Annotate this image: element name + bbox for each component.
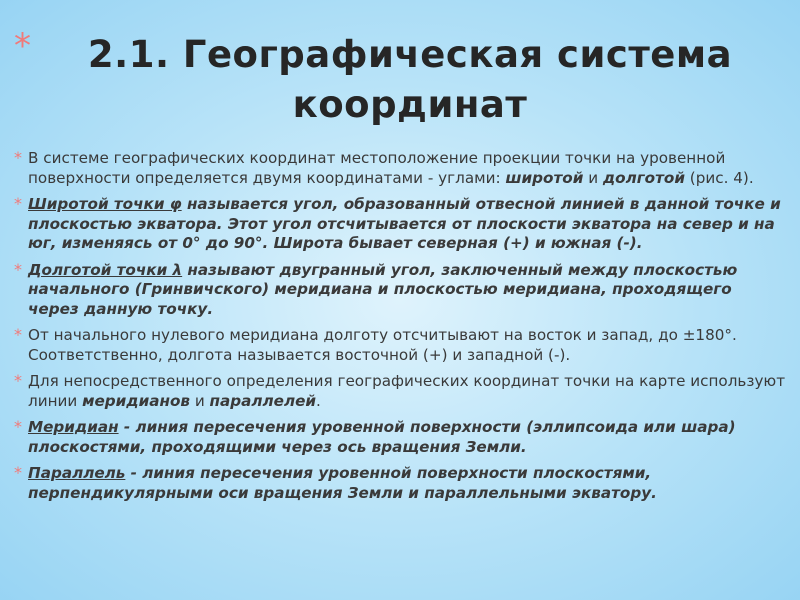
item-text: - линия пересечения уровенной поверхности плоскостями, перпендикулярными оси вращения Земли и параллельными экватору.: [28, 464, 657, 502]
bullet-item-longitude-range: [16, 326, 786, 365]
item-term-latitude-phi: Широтой точки φ: [28, 195, 182, 213]
title-block: [14, 26, 794, 130]
item-term-longitude: долготой: [602, 168, 685, 187]
item-text: Для непосредственного определения географических координат точки на карте используют линии: [28, 372, 786, 410]
bullet-icon: *: [14, 148, 22, 167]
item-text: (рис. 4).: [684, 168, 754, 187]
item-term-latitude: широтой: [505, 168, 584, 187]
bullet-item-coordinates-intro: [16, 149, 786, 188]
item-term-parallels: параллелей: [209, 391, 317, 410]
bullet-item-longitude-definition: [16, 261, 786, 320]
slide-content: [16, 149, 786, 510]
item-text: От начального нулевого меридиана долготу отсчитывают на восток и запад, до ±180°. Соответственно, долгота называется восточной (+) и западной (-).: [28, 326, 737, 364]
item-term-parallel: Параллель: [28, 464, 126, 482]
title-bullet-icon: *: [14, 26, 31, 66]
item-text: и: [190, 391, 210, 410]
item-text: и: [583, 168, 603, 187]
bullet-icon: *: [14, 417, 22, 436]
item-term-meridian: Меридиан: [28, 418, 119, 436]
item-term-longitude-lambda: Долготой точки λ: [28, 260, 183, 279]
item-term-meridians: меридианов: [82, 391, 190, 410]
bullet-item-parallel-definition: [16, 464, 786, 503]
bullet-item-latitude-definition: [16, 195, 786, 254]
slide-title: 2.1. Географическая система координат: [87, 33, 733, 126]
item-text: называется угол, образованный отвесной линией в данной точке и плоскостью экватора. Этот угол отсчитывается от плоскости экватора на север и на юг, изменяясь от 0° до 90°. Широта бывает северная (+) и южная (-).: [28, 195, 781, 252]
bullet-icon: *: [14, 463, 22, 482]
bullet-item-meridian-definition: [16, 418, 786, 457]
bullet-item-map-lines: [16, 372, 786, 411]
bullet-icon: *: [14, 259, 22, 279]
item-text: .: [316, 391, 321, 410]
item-text: называют двугранный угол, заключенный между плоскостью начального (Гринвичского) меридиана и плоскостью меридиана, проходящего через данную точку.: [28, 260, 738, 318]
item-text: - линия пересечения уровенной поверхности (эллипсоида или шара) плоскостями, проходящими через ось вращения Земли.: [28, 418, 736, 456]
bullet-icon: *: [14, 194, 22, 213]
bullet-icon: *: [14, 325, 22, 344]
bullet-icon: *: [14, 371, 22, 390]
item-text: В системе географических координат местоположение проекции точки на уровенной поверхности определяется двумя координатами - углами:: [28, 149, 726, 187]
